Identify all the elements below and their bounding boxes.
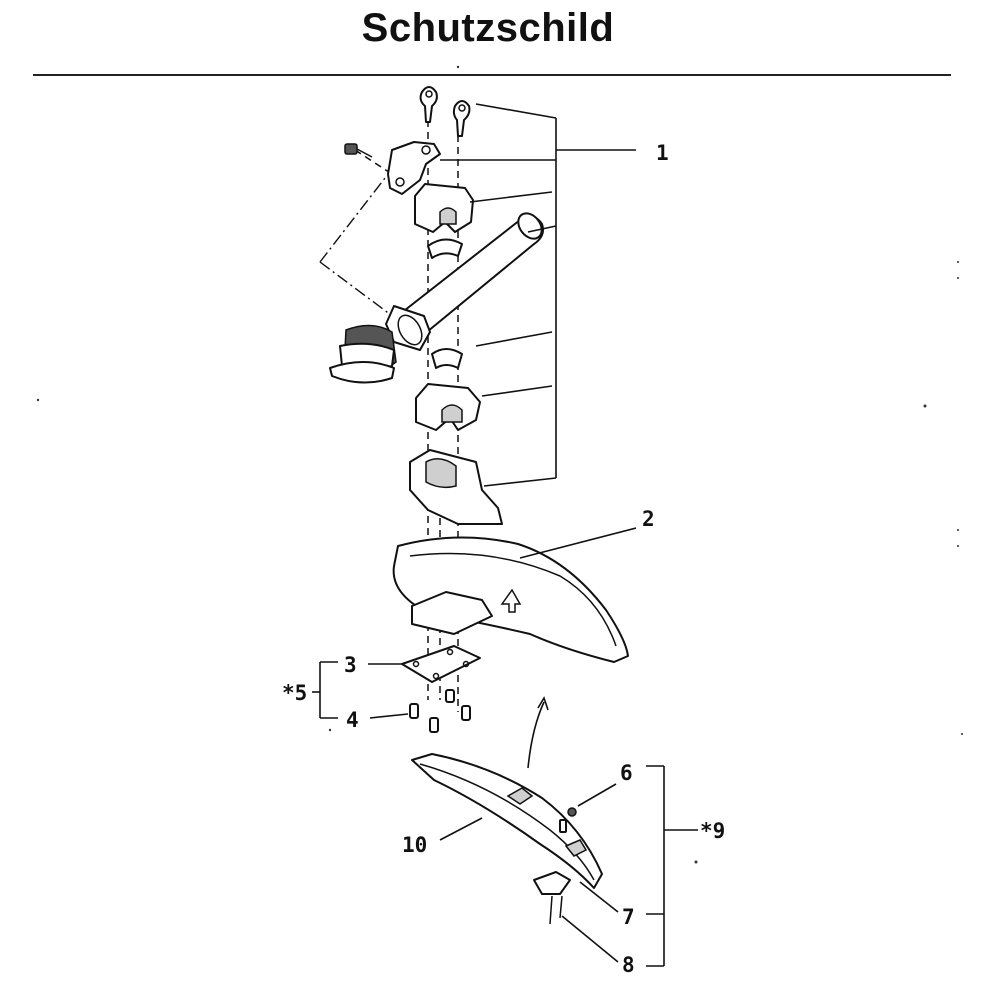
scan-specks bbox=[37, 66, 963, 864]
upper-clamp bbox=[415, 184, 473, 232]
upper-shim bbox=[428, 239, 462, 258]
mount-block bbox=[410, 450, 502, 524]
callout-1: 1 bbox=[656, 141, 669, 165]
assembly-arrow bbox=[528, 698, 548, 768]
hook-right bbox=[454, 101, 470, 136]
callout-9: *9 bbox=[700, 819, 726, 843]
screws bbox=[410, 690, 470, 732]
gearhead bbox=[330, 325, 396, 382]
shield-extension bbox=[412, 754, 602, 888]
callout-4: 4 bbox=[346, 708, 359, 732]
callout-10: 10 bbox=[402, 833, 428, 857]
guard-shield bbox=[394, 537, 628, 662]
callout-5: *5 bbox=[282, 681, 308, 705]
bolt bbox=[345, 144, 372, 157]
lower-shim bbox=[432, 349, 462, 368]
callout-6: 6 bbox=[620, 761, 633, 785]
mounting-plate bbox=[402, 646, 480, 682]
callout-8: 8 bbox=[622, 953, 635, 977]
callout-2: 2 bbox=[642, 507, 655, 531]
callout-3: 3 bbox=[344, 653, 357, 677]
hook-left bbox=[421, 87, 437, 122]
drive-shaft bbox=[386, 209, 546, 350]
lower-clamp bbox=[416, 384, 480, 430]
page-title: Schutzschild bbox=[361, 6, 615, 50]
callout-7: 7 bbox=[622, 905, 635, 929]
